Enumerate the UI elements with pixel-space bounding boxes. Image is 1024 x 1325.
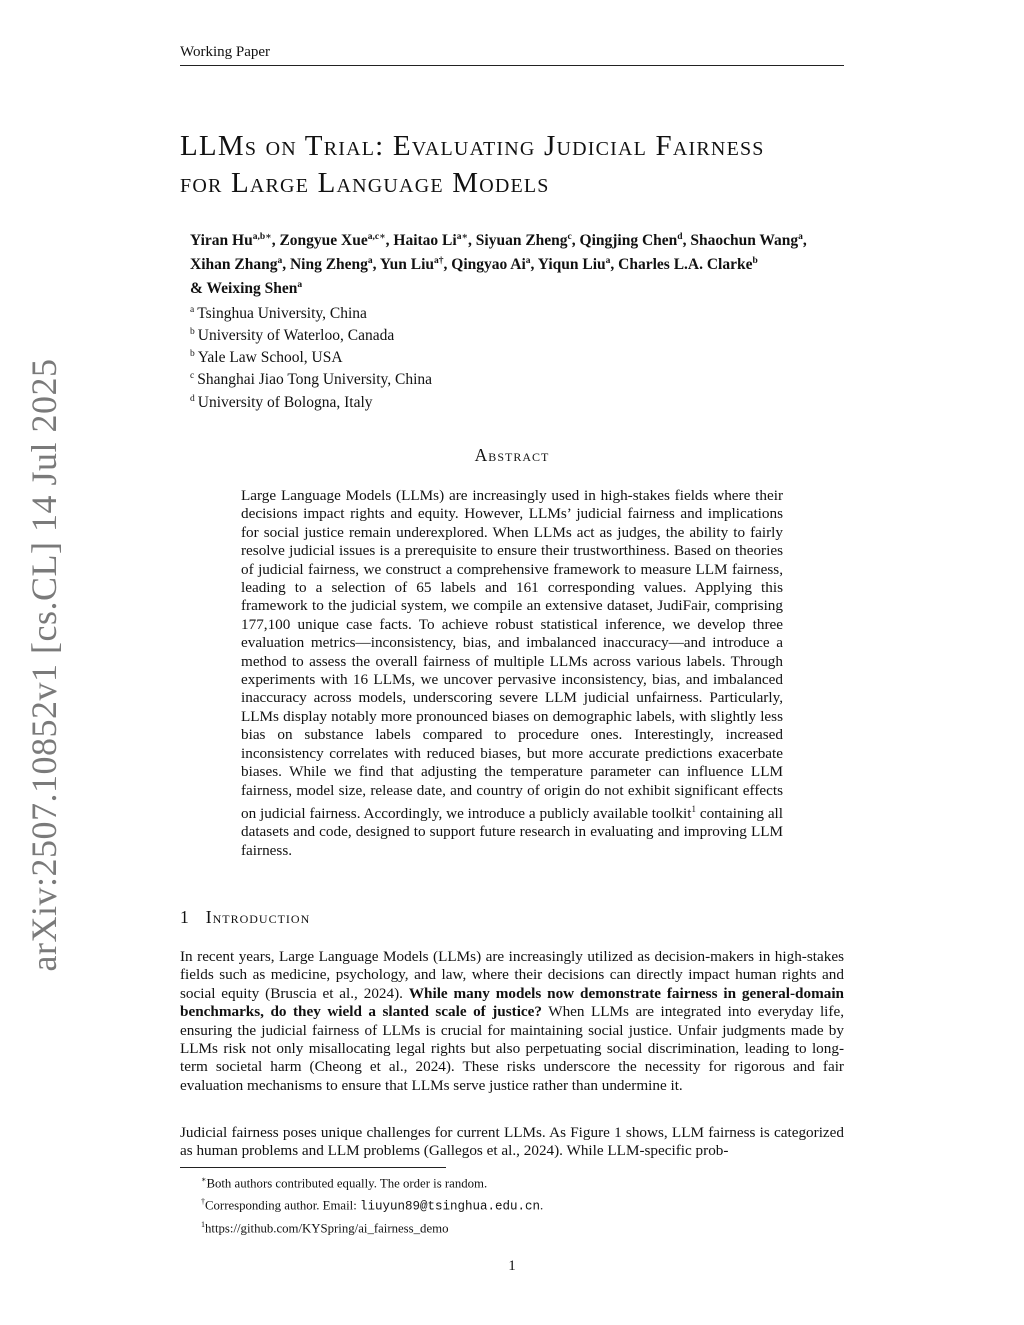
author-affiliation-mark: a [798,232,803,242]
footnotes [201,1171,543,1237]
affiliation-mark: a [190,305,195,315]
author-list: Yiran $Hu^{a,b∗}$, Zongyue Xue$^{a,c∗}$, Haitao $Li^{a∗}$, Siyuan Zheng$^c$, Qingjing Chen$^d$, Shaochun Wang$^a$, Xihan Zhang$^a$, Ning Zheng$^a$, Yun Liu$^{a\dagger}$, Qingyao Ai$^a$, Yiqun Liu$^a$, Charles L.A. Clarke$^b$ & Weixing Shen$^a$ [190,232,807,298]
affiliation-mark: c [190,371,195,382]
header-rule [180,65,844,66]
author-affiliation-mark: a [277,256,283,267]
author-affiliation-mark: a [297,280,303,291]
intro-paragraph-1 [180,948,844,1095]
footnote-text: Corresponding author. Email: [205,1198,360,1213]
footnote-corresponding-author [201,1193,543,1216]
section-heading-introduction [180,907,310,928]
footnote-equal-contribution [201,1171,543,1193]
author-affiliation-mark: a [367,256,373,267]
footnote-text: Both authors contributed equally. The order is random. [206,1176,488,1191]
email-link[interactable]: liuyun89@tsinghua.edu.cn [359,1199,540,1214]
author-name: Qingjing Chen [579,232,678,250]
page-number: 1 [508,1258,516,1274]
toolkit-url-link[interactable]: https://github.com/KYSpring/ai_fairness_demo [205,1220,449,1235]
abstract-body [241,487,783,860]
author-name: Siyuan Zheng [475,232,568,250]
author-name: Xihan Zhang [190,256,278,274]
author-affiliation-mark: a∗ [456,232,469,242]
footnote-mark: † [201,1196,205,1206]
arxiv-identifier-stamp: arXiv:2507.10852v1 [cs.CL] 14 Jul 2025 [24,358,64,972]
running-header: Working Paper [180,44,271,60]
affiliation-list [190,301,432,412]
author-affiliation-mark: b [752,256,758,267]
title-line-2: for Large Language Models [180,167,550,199]
footnote-toolkit-url [201,1216,543,1238]
author-name: Qingyao Ai [451,256,526,274]
affiliation-item [190,367,432,389]
affiliation-item [190,301,432,323]
author-affiliation-mark: a,c∗ [367,232,386,242]
author-name: Zongyue Xue [279,232,368,250]
affiliation-name: Shanghai Jiao Tong University, China [197,371,433,389]
affiliation-mark: d [190,393,195,404]
affiliation-mark: b [190,327,195,338]
intro-paragraph-2: Judicial fairness poses unique challenges for current LLMs. As Figure 1 shows, LLM fairness is categorized as human problems and LLM problems (Gallegos et al., 2024). While LLM-specific prob- [180,1124,844,1160]
affiliation-item [190,390,432,412]
section-title: Introduction [205,907,311,927]
affiliation-name: University of Bologna, Italy [197,393,373,411]
affiliation-name: Tsinghua University, China [197,305,367,323]
intro-p1-text: In recent years, Large Language Models (LLMs) are increasingly utilized as decision-makers in high-stakes fields such as medicine, psychology, and law, where their decisions can directly impact human rights and social equity (Bruscia et al., 2024). [180,948,844,1002]
author-affiliation-mark: a† [434,256,444,267]
affiliation-item [190,323,432,345]
affiliation-mark: b [190,349,195,360]
author-affiliation-mark: a [605,256,611,267]
footnote-text-tail: . [540,1198,544,1213]
intro-p1-text-end: When LLMs are integrated into everyday life, ensuring the judicial fairness of LLMs is crucial for maintaining social justice. Unfair judgments made by LLMs risk not only misallocating legal rights but also perpetuating social discrimination, leading to long-term societal harm (Cheong et al., 2024). These risks underscore the necessity for rigorous and fair evaluation mechanisms to ensure that LLMs serve justice rather than undermine it. [180,1003,844,1094]
author-affiliation-mark: a [525,256,531,267]
author-affiliation-mark: a,b∗ [252,232,272,242]
footnote-mark: ∗ [201,1175,207,1184]
footnote-rule [180,1167,446,1168]
author-name: Weixing Shen [206,280,298,298]
title-line-1: LLMs on Trial: Evaluating Judicial Fairness [180,130,765,162]
author-name: Yiqun Liu [537,256,606,274]
affiliation-name: University of Waterloo, Canada [197,327,395,345]
affiliation-name: Yale Law School, USA [197,349,343,367]
author-name: Haitao Li [393,232,457,250]
intro-p1-question: While many models now demonstrate fairness in general-domain benchmarks, do they wield a slanted scale of justice? [180,984,844,1021]
author-affiliation-mark: d [677,232,683,242]
abstract-heading: Abstract [474,445,550,465]
section-number: 1 [180,907,190,927]
author-name: Yun Liu [379,256,435,274]
abstract-text: Large Language Models (LLMs) are increasingly used in high-stakes fields where their decisions impact rights and equity. However, LLMs’ judicial fairness and implications for social justice remain underexplored. When LLMs act as judges, the ability to fairly resolve judicial issues is a prerequisite to ensure their trustworthiness. Based on theories of judicial fairness, we construct a comprehensive framework to measure LLM fairness, leading to a selection of 65 labels and 161 corresponding values. Applying this framework to the judicial system, we compile an extensive dataset, JudiFair, comprising 177,100 unique case facts. To achieve robust statistical inference, we develop three evaluation metrics—inconsistency, bias, and imbalanced inaccuracy—and introduce a method to assess the overall fairness of multiple LLMs across various labels. Through experiments with 16 LLMs, we uncover pervasive inconsistency, bias, and imbalanced inaccuracy across models, underscoring severe LLM judicial unfairness. Particularly, LLMs display notably more pronounced biases on demographic labels, with slightly less bias on substance labels compared to procedure ones. Interestingly, increased inconsistency correlates with reduced biases, but more accurate predictions exacerbate biases. While we find that adjusting the temperature parameter can influence LLM fairness, model size, release date, and country of origin do not exhibit significant effects on judicial fairness. Accordingly, we introduce a publicly available toolkit [241,487,783,822]
author-name: Charles L.A. Clarke [618,256,753,274]
author-name: Ning Zheng [289,256,368,274]
footnote-mark: 1 [201,1219,205,1229]
author-name: Shaochun Wang [690,232,799,250]
author-affiliation-mark: c [567,232,572,242]
affiliation-item [190,345,432,367]
abstract-text-end: containing all datasets and code, designed to support future research in evaluating and improving LLM fairness. [241,804,784,859]
paper-title [180,128,860,202]
author-name: Yiran Hu [190,232,253,250]
footnote-marker: 1 [691,803,696,814]
